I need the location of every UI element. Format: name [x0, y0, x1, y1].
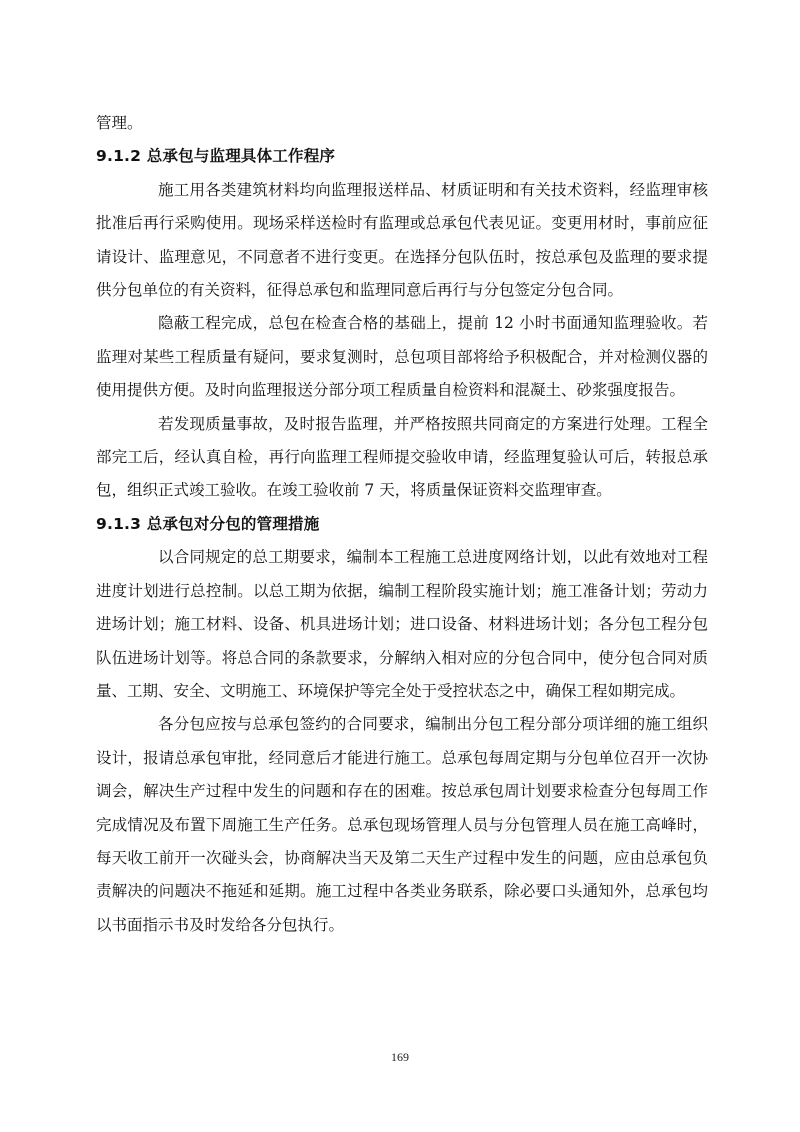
page-number: 169	[391, 1050, 409, 1064]
section-heading-9-1-3: 9.1.3 总承包对分包的管理措施	[96, 514, 320, 533]
paragraph-schedule-control: 以合同规定的总工期要求，编制本工程施工总进度网络计划，以此有效地对工程进度计划进行总控制。以总工期为依据，编制工程阶段实施计划；施工准备计划；劳动力进场计划；施工材料、设备、机具进场计划；进口设备、材料进场计划；各分包工程分包队伍进场计划等。将总合同的条款要求，分解纳入相对应的分包合同中，使分包合同对质量、工期、安全、文明施工、环境保护等完全处于受控状态之中，确保工程如期完成。	[96, 548, 708, 700]
document-body	[96, 107, 708, 942]
section-heading-9-1-2: 9.1.2 总承包与监理具体工作程序	[96, 147, 336, 166]
paragraph-subcontract-coordination: 各分包应按与总承包签约的合同要求，编制出分包工程分部分项详细的施工组织设计，报请总承包审批，经同意后才能进行施工。总承包每周定期与分包单位召开一次协调会，解决生产过程中发生的问题和存在的困难。按总承包周计划要求检查分包每周工作完成情况及布置下周施工生产任务。总承包现场管理人员与分包管理人员在施工高峰时，每天收工前开一次碰头会，协商解决当天及第二天生产过程中发生的问题，应由总承包负责解决的问题决不拖延和延期。施工过程中各类业务联系，除必要口头通知外，总承包均以书面指示书及时发给各分包执行。	[96, 715, 708, 934]
paragraph-quality-accident: 若发现质量事故，及时报告监理，并严格按照共同商定的方案进行处理。工程全部完工后，经认真自检，再行向监理工程师提交验收申请，经监理复验认可后，转报总承包，组织正式竣工验收。在竣工验收前 7 天，将质量保证资料交监理审查。	[96, 414, 708, 500]
paragraph-continuation: 管理。	[96, 114, 143, 132]
paragraph-concealed-works: 隐蔽工程完成，总包在检查合格的基础上，提前 12 小时书面通知监理验收。若监理对某些工程质量有疑问，要求复测时，总包项目部将给予积极配合，并对检测仪器的使用提供方便。及时向监理报送分部分项工程质量自检资料和混凝土、砂浆强度报告。	[96, 314, 708, 400]
paragraph-materials-approval: 施工用各类建筑材料均向监理报送样品、材质证明和有关技术资料，经监理审核批准后再行采购使用。现场采样送检时有监理或总承包代表见证。变更用材时，事前应征请设计、监理意见，不同意者不进行变更。在选择分包队伍时，按总承包及监理的要求提供分包单位的有关资料，征得总承包和监理同意后再行与分包签定分包合同。	[96, 180, 708, 300]
